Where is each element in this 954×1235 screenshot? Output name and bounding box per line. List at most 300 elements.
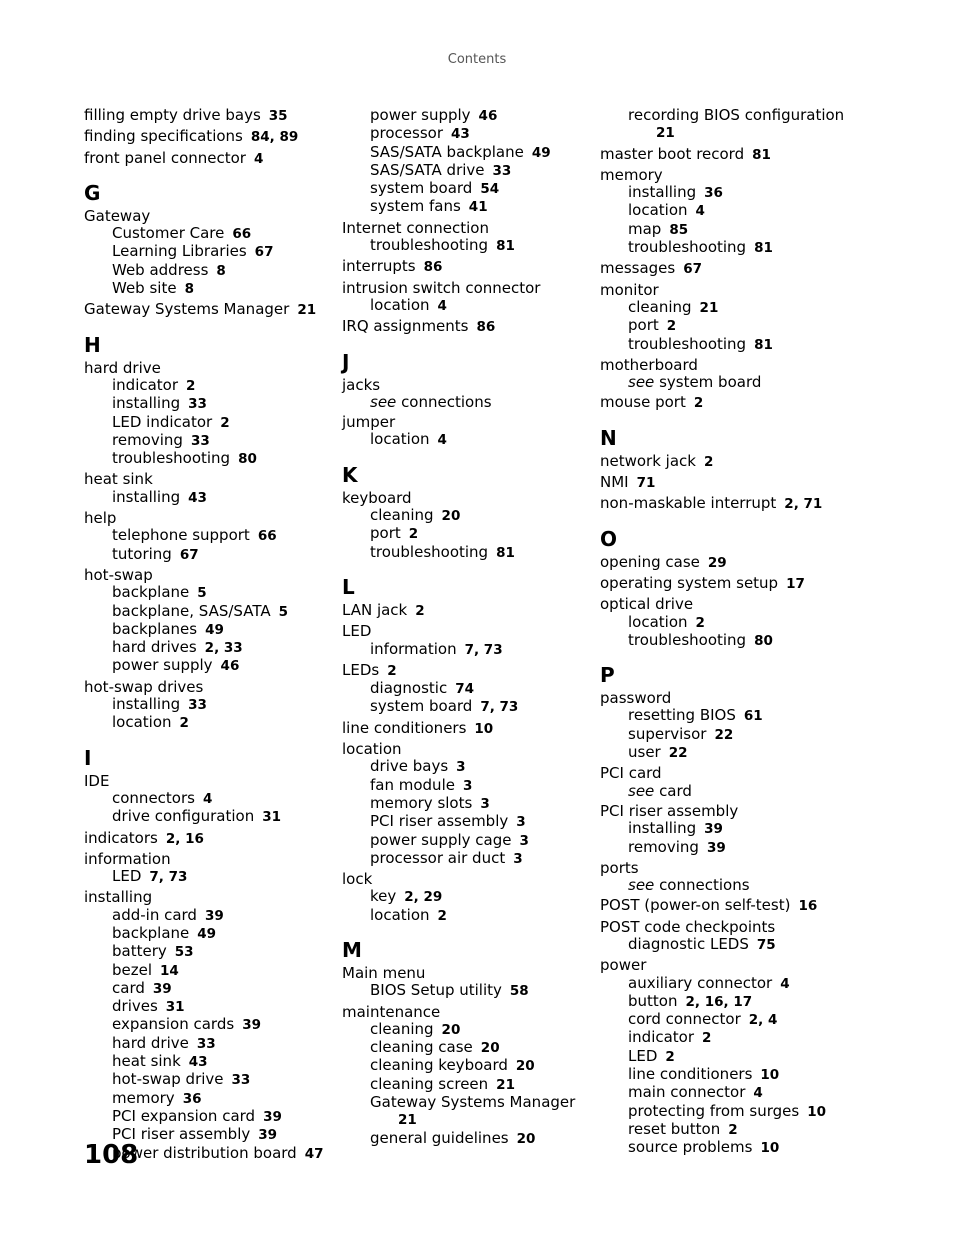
index-term xyxy=(600,260,850,278)
index-subterm xyxy=(342,144,592,162)
subterm-text: port xyxy=(628,316,659,335)
index-entry xyxy=(600,260,850,278)
page-ref: 36 xyxy=(182,1090,202,1107)
subterm-text: recording BIOS configuration xyxy=(628,106,845,124)
index-entry xyxy=(600,282,850,354)
subterm-text: location xyxy=(112,713,172,732)
subterm-text: cleaning screen xyxy=(370,1074,489,1093)
page-ref: 80 xyxy=(238,451,257,468)
page-ref: 3 xyxy=(513,850,523,867)
index-term xyxy=(342,741,592,758)
subterm-text: drives xyxy=(112,997,158,1016)
index-entry xyxy=(342,871,592,925)
index-entry xyxy=(84,830,334,848)
index-entry xyxy=(84,128,334,146)
index-subterm xyxy=(84,962,334,980)
index-entry xyxy=(84,889,334,1162)
subterm-text: installing xyxy=(112,394,181,413)
page-ref: 39 xyxy=(204,907,224,924)
index-subterm xyxy=(342,888,592,906)
index-subterm-continued xyxy=(342,1111,592,1129)
page-ref: 3 xyxy=(519,832,529,849)
index-subterm xyxy=(342,680,592,698)
subterm-text: connections xyxy=(401,392,492,411)
page-ref: 4 xyxy=(437,297,447,314)
page-ref: 33 xyxy=(188,697,207,714)
index-subterm xyxy=(600,726,850,744)
index-term xyxy=(600,474,850,492)
index-term xyxy=(84,150,334,168)
subterm-text: troubleshooting xyxy=(628,334,747,353)
subterm-text: supervisor xyxy=(628,724,707,743)
page-ref: 14 xyxy=(160,962,179,979)
index-term xyxy=(600,394,850,412)
page-ref: 4 xyxy=(253,150,264,167)
subterm-text: port xyxy=(370,524,401,543)
index-term xyxy=(342,220,592,237)
term-text: LED xyxy=(342,622,372,641)
page-ref: 33 xyxy=(190,432,210,449)
page-ref: 2, 16, 17 xyxy=(685,993,753,1010)
index-column-2 xyxy=(342,107,592,1151)
page-ref: 8 xyxy=(184,281,194,298)
term-text: Gateway xyxy=(84,206,151,225)
index-term xyxy=(342,1004,592,1021)
term-text: keyboard xyxy=(342,488,412,507)
index-entry xyxy=(600,765,850,800)
subterm-text: LED indicator xyxy=(112,412,213,431)
subterm-text: connectors xyxy=(112,788,195,807)
index-term xyxy=(600,803,850,820)
index-term xyxy=(84,773,334,790)
index-term xyxy=(342,602,592,620)
index-entry xyxy=(600,690,850,762)
index-subterm xyxy=(600,1121,850,1139)
index-entry xyxy=(342,1004,592,1148)
index-entry xyxy=(600,495,850,513)
term-text: NMI xyxy=(600,473,629,492)
page-ref: 16 xyxy=(798,898,818,915)
subterm-text: memory xyxy=(112,1088,175,1107)
index-subterm xyxy=(84,527,334,545)
page-ref: 67 xyxy=(179,546,199,563)
page-ref: 33 xyxy=(492,162,512,179)
term-text: PCI riser assembly xyxy=(600,801,739,820)
index-entry xyxy=(342,280,592,316)
subterm-text: removing xyxy=(628,837,699,856)
subterm-text: memory slots xyxy=(370,793,473,812)
page-ref: 85 xyxy=(669,221,689,238)
index-subterm xyxy=(84,657,334,675)
page-ref: 75 xyxy=(756,936,776,953)
page-ref: 4 xyxy=(753,1085,763,1102)
subterm-text: PCI riser assembly xyxy=(370,812,509,831)
subterm-text: cleaning case xyxy=(370,1038,473,1057)
term-text: help xyxy=(84,509,117,528)
term-text: hard drive xyxy=(84,358,161,377)
index-term xyxy=(84,208,334,225)
index-term xyxy=(600,554,850,572)
page-ref: 31 xyxy=(165,999,185,1016)
index-subterm xyxy=(342,125,592,143)
page-ref: 2 xyxy=(437,907,447,924)
page-ref: 20 xyxy=(480,1040,500,1057)
index-subterm xyxy=(342,758,592,776)
index-subterm xyxy=(600,239,850,257)
index-subterm xyxy=(342,1057,592,1075)
page-ref: 3 xyxy=(462,777,473,794)
subterm-text: processor xyxy=(370,124,443,143)
page-ref: 2 xyxy=(666,318,677,335)
index-entry xyxy=(600,107,850,143)
subterm-text: resetting BIOS xyxy=(628,706,736,725)
subterm-text: cleaning xyxy=(370,1019,434,1038)
subterm-text: auxiliary connector xyxy=(628,973,773,992)
index-entry xyxy=(342,220,592,256)
index-subterm xyxy=(84,621,334,639)
term-text: monitor xyxy=(600,280,659,299)
subterm-text: location xyxy=(370,430,430,449)
page-ref: 2, 33 xyxy=(204,640,243,657)
subterm-text: drive bays xyxy=(370,757,449,776)
index-term xyxy=(600,357,850,374)
index-subterm xyxy=(600,632,850,650)
index-entry xyxy=(342,490,592,562)
subterm-text: hard drive xyxy=(112,1033,189,1052)
page-number: 108 xyxy=(84,1140,139,1170)
page-ref: 8 xyxy=(216,262,226,279)
subterm-text: system board xyxy=(370,179,473,198)
index-subterm xyxy=(342,237,592,255)
index-column-3 xyxy=(600,107,850,1161)
index-subterm xyxy=(84,395,334,413)
page-ref: 39 xyxy=(263,1108,282,1125)
index-term xyxy=(600,146,850,164)
term-text: location xyxy=(342,740,402,759)
subterm-text: fan module xyxy=(370,775,455,794)
subterm-text: map xyxy=(628,219,662,238)
subterm-text: reset button xyxy=(628,1119,721,1138)
index-entry xyxy=(600,554,850,572)
term-text: hot-swap xyxy=(84,565,153,584)
subterm-text: cleaning xyxy=(370,506,434,525)
index-entry xyxy=(342,258,592,276)
index-subterm xyxy=(600,1139,850,1157)
page-ref: 2 xyxy=(387,662,397,679)
page-ref: 49 xyxy=(197,925,217,942)
subterm-text: connections xyxy=(659,876,750,895)
index-subterm xyxy=(342,162,592,180)
subterm-text: system fans xyxy=(370,197,461,216)
index-term xyxy=(84,471,334,488)
subterm-text: power supply xyxy=(112,656,213,675)
index-subterm xyxy=(342,641,592,659)
index-subterm xyxy=(600,336,850,354)
page-ref: 2 xyxy=(695,614,705,631)
page-ref: 3 xyxy=(456,759,466,776)
subterm-text: diagnostic LEDS xyxy=(628,934,749,953)
page-ref: 2 xyxy=(728,1121,738,1138)
page-ref: 47 xyxy=(304,1145,324,1162)
term-text: memory xyxy=(600,165,663,184)
index-subterm xyxy=(600,1011,850,1029)
index-term xyxy=(600,919,850,936)
index-subterm xyxy=(84,243,334,261)
page-ref: 49 xyxy=(205,621,224,638)
page-ref: 43 xyxy=(188,1054,208,1071)
subterm-text: troubleshooting xyxy=(628,630,747,649)
index-term xyxy=(342,871,592,888)
page-ref: 7, 73 xyxy=(149,869,188,886)
term-text: heat sink xyxy=(84,470,153,489)
index-subterm xyxy=(84,925,334,943)
subterm-text: cord connector xyxy=(628,1010,741,1029)
index-term xyxy=(600,282,850,299)
index-entry xyxy=(342,602,592,620)
page-ref: 61 xyxy=(743,708,763,725)
subterm-text: diagnostic xyxy=(370,679,448,698)
index-term xyxy=(342,490,592,507)
index-entry xyxy=(600,897,850,915)
index-subterm xyxy=(342,1130,592,1148)
subterm-text: hard drives xyxy=(112,638,197,657)
term-text: operating system setup xyxy=(600,573,779,592)
subterm-text: backplane, SAS/SATA xyxy=(112,601,271,620)
term-text: Internet connection xyxy=(342,218,489,237)
page-ref: 2 xyxy=(179,715,189,732)
subterm-text: Web address xyxy=(112,260,209,279)
subterm-text: removing xyxy=(112,430,183,449)
subterm-text: installing xyxy=(628,819,697,838)
index-entry xyxy=(84,150,334,168)
index-entry xyxy=(600,474,850,492)
index-entry xyxy=(342,741,592,868)
index-subterm xyxy=(342,297,592,315)
index-subterm xyxy=(600,877,850,894)
term-text: optical drive xyxy=(600,595,694,614)
section-letter: M xyxy=(342,937,362,962)
index-subterm xyxy=(84,1053,334,1071)
subterm-text: expansion cards xyxy=(112,1015,235,1034)
section-letter: P xyxy=(600,663,615,688)
index-subterm xyxy=(84,450,334,468)
subterm-text: location xyxy=(370,295,430,314)
index-subterm xyxy=(84,584,334,602)
subterm-text: installing xyxy=(112,695,181,714)
index-subterm xyxy=(342,777,592,795)
index-term xyxy=(84,128,334,146)
see-reference: see xyxy=(628,876,655,895)
index-term xyxy=(600,453,850,471)
term-text: IRQ assignments xyxy=(342,317,469,336)
term-text: non-maskable interrupt xyxy=(600,494,777,513)
page-ref: 81 xyxy=(496,238,515,255)
subterm-text: backplane xyxy=(112,583,190,602)
page-ref: 71 xyxy=(636,475,656,492)
index-subterm xyxy=(600,107,850,124)
index-subterm xyxy=(600,1066,850,1084)
index-subterm xyxy=(84,907,334,925)
index-subterm xyxy=(342,431,592,449)
index-entry xyxy=(600,575,850,593)
index-term xyxy=(84,301,334,319)
index-subterm xyxy=(600,936,850,954)
page-ref: 81 xyxy=(754,336,773,353)
subterm-text: troubleshooting xyxy=(628,238,747,257)
index-subterm xyxy=(342,1076,592,1094)
term-text: master boot record xyxy=(600,144,745,163)
page-ref: 22 xyxy=(668,745,688,762)
index-subterm xyxy=(342,1021,592,1039)
term-text: installing xyxy=(84,888,153,907)
page-ref: 67 xyxy=(254,244,274,261)
index-entry xyxy=(84,208,334,298)
page-ref: 2 xyxy=(408,526,419,543)
index-subterm xyxy=(600,993,850,1011)
term-text: mouse port xyxy=(600,393,686,412)
page-ref: 10 xyxy=(760,1140,780,1157)
index-subterm xyxy=(342,107,592,125)
index-entry xyxy=(342,107,592,217)
page-ref: 2 xyxy=(665,1048,675,1065)
page-ref: 49 xyxy=(531,144,551,161)
index-subterm xyxy=(342,698,592,716)
index-subterm xyxy=(342,544,592,562)
page-ref: 2 xyxy=(186,377,196,394)
index-column-1 xyxy=(84,107,334,1166)
index-entry xyxy=(84,360,334,469)
page-ref: 39 xyxy=(704,821,723,838)
index-term xyxy=(342,377,592,394)
index-term xyxy=(84,510,334,527)
term-text: filling empty drive bays xyxy=(84,106,261,124)
page-ref: 81 xyxy=(754,240,773,257)
subterm-text: drive configuration xyxy=(112,807,255,826)
term-text: interrupts xyxy=(342,257,416,276)
index-subterm xyxy=(600,614,850,632)
index-entry xyxy=(600,596,850,650)
index-subterm xyxy=(342,394,592,411)
page-ref: 4 xyxy=(437,432,447,449)
term-text: messages xyxy=(600,259,676,278)
page-ref: 74 xyxy=(455,681,474,698)
index-subterm xyxy=(600,839,850,857)
index-subterm xyxy=(84,1035,334,1053)
page-ref: 81 xyxy=(752,146,771,163)
index-subterm xyxy=(84,546,334,564)
page-ref: 7, 73 xyxy=(480,699,519,716)
page-ref: 66 xyxy=(232,226,252,243)
page-ref: 4 xyxy=(780,975,790,992)
subterm-text: user xyxy=(628,743,661,762)
index-term xyxy=(342,258,592,276)
subterm-text: tutoring xyxy=(112,544,172,563)
page-ref: 2, 29 xyxy=(404,889,443,906)
page-ref: 5 xyxy=(278,603,288,620)
index-entry xyxy=(84,471,334,507)
index-subterm xyxy=(84,943,334,961)
term-text: password xyxy=(600,689,672,708)
index-term xyxy=(342,414,592,431)
index-entry xyxy=(342,965,592,1001)
index-entry xyxy=(600,453,850,471)
index-subterm xyxy=(84,639,334,657)
page-ref: 39 xyxy=(152,980,172,997)
subterm-text: PCI riser assembly xyxy=(112,1125,251,1144)
subterm-text: power supply cage xyxy=(370,830,512,849)
term-text: network jack xyxy=(600,451,696,470)
page-ref: 43 xyxy=(188,489,207,506)
index-subterm xyxy=(342,1094,592,1111)
index-term xyxy=(342,965,592,982)
index-term xyxy=(600,596,850,613)
index-subterm xyxy=(600,783,850,800)
index-term xyxy=(600,957,850,974)
index-entry xyxy=(342,623,592,659)
page-ref: 2 xyxy=(703,453,714,470)
index-subterm xyxy=(84,1090,334,1108)
index-subterm xyxy=(342,907,592,925)
subterm-text: heat sink xyxy=(112,1052,181,1071)
index-subterm xyxy=(84,280,334,298)
section-letter: N xyxy=(600,425,617,450)
page-ref: 67 xyxy=(683,261,703,278)
subterm-text: location xyxy=(370,905,430,924)
index-subterm xyxy=(600,202,850,220)
section-letter: I xyxy=(84,745,92,770)
index-entry xyxy=(84,567,334,676)
subterm-text: battery xyxy=(112,942,167,961)
index-subterm xyxy=(84,262,334,280)
page-ref: 4 xyxy=(202,790,213,807)
index-subterm xyxy=(342,180,592,198)
subterm-text: cleaning xyxy=(628,297,692,316)
index-term xyxy=(600,897,850,915)
index-subterm xyxy=(600,744,850,762)
index-entry xyxy=(84,107,334,125)
index-subterm xyxy=(600,707,850,725)
subterm-text: indicator xyxy=(112,375,179,394)
index-subterm xyxy=(600,1084,850,1102)
index-subterm xyxy=(84,489,334,507)
subterm-text: card xyxy=(659,781,692,800)
subterm-text: protecting from surges xyxy=(628,1101,800,1120)
subterm-text: location xyxy=(628,612,688,631)
subterm-text: location xyxy=(628,201,688,220)
page-ref: 21 xyxy=(398,1112,417,1129)
page-ref: 2 xyxy=(702,1030,712,1047)
subterm-text: cleaning keyboard xyxy=(370,1056,508,1075)
subterm-text: installing xyxy=(628,183,697,202)
index-term xyxy=(342,623,592,640)
subterm-text: information xyxy=(370,639,457,658)
index-entry xyxy=(84,773,334,827)
term-text: ports xyxy=(600,858,639,877)
page-ref: 36 xyxy=(704,185,723,202)
subterm-text: LED xyxy=(628,1046,658,1065)
page-ref: 86 xyxy=(423,259,443,276)
page-ref: 20 xyxy=(441,508,461,525)
page-ref: 39 xyxy=(258,1127,278,1144)
subterm-text: key xyxy=(370,887,397,906)
page-ref: 81 xyxy=(496,544,515,561)
index-subterm xyxy=(84,790,334,808)
subterm-text: source problems xyxy=(628,1138,753,1157)
term-text: opening case xyxy=(600,552,700,571)
term-text: LAN jack xyxy=(342,600,408,619)
term-text: jumper xyxy=(342,413,396,432)
subterm-text: telephone support xyxy=(112,526,250,545)
